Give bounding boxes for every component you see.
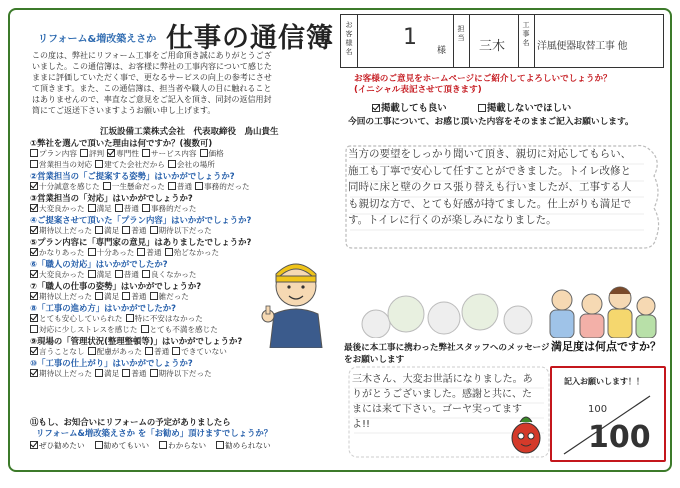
option-label: 期待以上だった [39, 292, 93, 301]
option-row [30, 369, 345, 379]
score-small: 100 [588, 404, 608, 415]
option[interactable] [30, 182, 100, 192]
checkbox-icon[interactable] [80, 149, 88, 157]
option[interactable] [30, 292, 92, 302]
checkbox-checked-icon[interactable] [30, 314, 38, 322]
record-header [340, 14, 664, 68]
question-text: ご提案させて頂いた「プラン内容」はいかがでしょうか? [37, 215, 252, 225]
option[interactable] [30, 160, 92, 170]
recommend-option[interactable] [216, 440, 271, 451]
option-label: とても安心していられた [39, 314, 123, 323]
question-title [30, 138, 345, 149]
option[interactable] [142, 149, 197, 159]
checkbox-icon[interactable] [95, 441, 103, 449]
consent-question [354, 74, 612, 96]
option[interactable] [107, 149, 139, 159]
signature: 江坂設備工業株式会社 代表取締役 鳥山貴生 [100, 127, 279, 137]
option-label: 価格 [208, 149, 224, 158]
checkbox-icon[interactable] [145, 347, 153, 355]
option[interactable] [95, 292, 119, 302]
option-label: 対応に少しストレスを感じた [39, 325, 138, 334]
option[interactable] [88, 204, 112, 214]
option-label: ぜひ勧めたい [39, 441, 85, 450]
option-label: 勧めてもいい [103, 441, 150, 450]
page-title: 仕事の通信簿 [166, 23, 334, 54]
option-label: 期待以下だった [158, 226, 212, 235]
checkbox-icon[interactable] [103, 182, 111, 190]
option[interactable] [168, 182, 192, 192]
option-label: 一生懸命だった [111, 182, 165, 191]
recommend-option[interactable] [30, 440, 85, 451]
option-label: 期待以上だった [39, 369, 93, 378]
option-label: 普通 [131, 369, 147, 378]
option[interactable] [150, 369, 212, 379]
checkbox-checked-icon[interactable] [30, 292, 38, 300]
family-illustration [346, 254, 666, 338]
checkbox-checked-icon[interactable] [30, 248, 38, 256]
question-number: ⑨ [30, 336, 38, 346]
checkbox-icon[interactable] [115, 204, 123, 212]
option[interactable] [30, 149, 77, 159]
question-title [30, 237, 345, 248]
option[interactable] [30, 248, 85, 258]
checkbox-icon[interactable] [168, 182, 176, 190]
option-label: 勧められない [225, 441, 271, 450]
option[interactable] [30, 204, 85, 214]
option-row [30, 182, 345, 192]
checkbox-icon[interactable] [141, 325, 149, 333]
checkbox-icon[interactable] [150, 292, 158, 300]
consent-line1: お客様のご意見をホームページにご紹介してよろしいでしょうか？ [354, 74, 612, 84]
checkbox-icon[interactable] [142, 149, 150, 157]
recommend-option[interactable] [159, 440, 206, 451]
satisfaction-title: 満足度は何点ですか？ [551, 340, 661, 353]
option-label: 普通 [176, 182, 193, 191]
checkbox-icon[interactable] [478, 104, 486, 112]
checkbox-checked-icon[interactable] [30, 270, 38, 278]
option-label: 事務的だった [204, 182, 250, 191]
option[interactable] [122, 292, 146, 302]
question-number: ⑥ [30, 259, 38, 269]
question-number: ④ [30, 215, 38, 225]
company-brand: リフォーム&増改築えさか [38, 34, 157, 45]
option[interactable] [145, 347, 169, 357]
option-label: 満足 [104, 369, 120, 378]
worker-illustration [260, 256, 332, 348]
option-label: 専門性 [116, 149, 139, 158]
checkbox-icon[interactable] [122, 226, 130, 234]
question-text: 弊社を選んで頂いた理由は何ですか？(複数可) [37, 138, 213, 148]
checkbox-checked-icon[interactable] [30, 347, 38, 355]
question-text: 「工事の仕上がり」はいかがでしょうか? [37, 358, 193, 368]
option[interactable] [172, 347, 227, 357]
checkbox-icon[interactable] [142, 270, 150, 278]
sama-label: 様 [437, 46, 447, 56]
option-label: 期待以下だった [158, 369, 212, 378]
option-row [30, 149, 345, 159]
option-label: 殆どなかった [173, 248, 220, 257]
checkbox-icon[interactable] [95, 160, 103, 168]
checkbox-icon[interactable] [122, 369, 130, 377]
option-label: 雑だった [158, 292, 189, 301]
intro-line: この度は、弊社にリフォーム工事をご用命頂き誠にありがとうござ [32, 51, 272, 60]
checkbox-icon[interactable] [88, 270, 96, 278]
question-number: ⑧ [30, 303, 38, 313]
checkbox-checked-icon[interactable] [372, 104, 380, 112]
option-label: 配慮があった [96, 347, 143, 356]
option-label: サービス内容 [150, 149, 197, 158]
question-title [30, 193, 345, 204]
option[interactable] [30, 347, 85, 357]
intro-line: 筒にてご返送下さいますようお願い申し上げます。 [32, 106, 216, 115]
option[interactable] [150, 226, 212, 236]
option-label: 大変良かった [39, 270, 85, 279]
checkbox-icon[interactable] [88, 204, 96, 212]
option[interactable] [115, 204, 139, 214]
checkbox-checked-icon[interactable] [30, 369, 38, 377]
option-label: できていない [181, 347, 227, 356]
staff-label: 担当 [457, 25, 465, 42]
checkbox-icon[interactable] [30, 149, 38, 157]
staff-message-prompt: 最後に本工事に携わった弊社スタッフへのメッセージをお願いします [344, 343, 550, 365]
checkbox-icon[interactable] [126, 314, 134, 322]
question-title [30, 358, 345, 369]
option-label: 言うことなし [39, 347, 85, 356]
option[interactable] [95, 226, 119, 236]
score-value: 100 [588, 420, 651, 455]
option[interactable] [30, 226, 92, 236]
option-label: 普通 [146, 248, 162, 257]
option-label: 期待以上だった [39, 226, 93, 235]
option[interactable] [30, 270, 85, 280]
question-text: 営業担当の「対応」はいかがでしょうか? [37, 193, 193, 203]
question-number: ① [30, 138, 38, 148]
mascot-icon [506, 410, 546, 456]
question-title [30, 215, 345, 226]
checkbox-icon[interactable] [172, 347, 180, 355]
option[interactable] [200, 149, 224, 159]
option-label: 評判 [88, 149, 105, 158]
survey-page [8, 8, 672, 472]
checkbox-checked-icon[interactable] [30, 441, 38, 449]
option-label: 営業担当の対応 [39, 160, 93, 169]
question-text: 営業担当の「ご提案する姿勢」はいかがでしょうか? [37, 171, 235, 181]
option-label: プラン内容 [39, 149, 77, 158]
option-label: とても不満を感じた [149, 325, 218, 334]
question-text: プラン内容に「専門家の意見」はありましたでしょうか? [37, 237, 252, 247]
customer-name-value[interactable]: 1 [403, 25, 417, 50]
option-label: 十分誠意を感じた [39, 182, 100, 191]
publish-options [372, 100, 599, 114]
option[interactable] [142, 270, 197, 280]
question-number: ⑩ [30, 358, 38, 368]
satisfaction-note: 記入お願いします！！ [564, 377, 644, 386]
option[interactable] [195, 182, 250, 192]
option-label: 普通 [123, 204, 139, 213]
checkbox-icon[interactable] [195, 182, 203, 190]
intro-text [32, 50, 332, 116]
checkbox-icon[interactable] [150, 369, 158, 377]
checkbox-icon[interactable] [95, 369, 103, 377]
staff-name-value[interactable]: 三木 [479, 39, 506, 54]
checkbox-checked-icon[interactable] [107, 149, 115, 157]
checkbox-icon[interactable] [30, 160, 38, 168]
option-label: 満足 [96, 270, 112, 279]
option[interactable] [30, 369, 92, 379]
option[interactable] [168, 160, 215, 170]
option-label: 普通 [131, 226, 147, 235]
question-text: 「職人の仕事の姿勢」はいかがでしょうか? [37, 281, 202, 291]
option-row [30, 347, 345, 357]
intro-line: て頂きます。また、この通信簿は、担当者や職人の目に触れること [32, 84, 272, 93]
option[interactable] [88, 347, 143, 357]
staff-message-area[interactable] [348, 366, 553, 458]
option-label: 普通 [154, 347, 170, 356]
intro-line: いました。この通信簿は、お客様に弊社の工事内容について感じた [32, 62, 272, 71]
option[interactable] [95, 160, 165, 170]
option-label: 普通 [123, 270, 139, 279]
checkbox-icon[interactable] [137, 248, 145, 256]
option[interactable] [103, 182, 165, 192]
option-label: 大変良かった [39, 204, 85, 213]
question-text: 「職人の対応」はいかがでしたか? [37, 259, 168, 269]
question-number: ⑦ [30, 281, 38, 291]
checkbox-icon[interactable] [168, 160, 176, 168]
question-text: 「工事の進め方」はいかがでしたか? [37, 303, 176, 313]
checkbox-icon[interactable] [200, 149, 208, 157]
option[interactable] [88, 248, 135, 258]
consent-line2: (イニシャル表記させて頂きます) [354, 85, 482, 95]
option-label: 普通 [131, 292, 147, 301]
option[interactable] [165, 248, 220, 258]
checkbox-icon[interactable] [30, 325, 38, 333]
publish-yes-option[interactable]: 掲載しても良い [372, 100, 447, 114]
question-11-line1: ⑪もし、お知合いにリフォームの予定がありましたら [30, 417, 231, 427]
option-label: 満足 [104, 226, 120, 235]
option-label: 建てた会社だから [104, 160, 165, 169]
option[interactable] [95, 369, 119, 379]
option[interactable] [141, 325, 218, 335]
checkbox-icon[interactable] [88, 248, 96, 256]
option-label: 特に不安はなかった [134, 314, 203, 323]
option-label: 満足 [104, 292, 120, 301]
question-text: 現場の「管理状況(整理整頓等)」はいかがでしょうか? [37, 336, 243, 346]
option-label: 事務的だった [150, 204, 197, 213]
checkbox-checked-icon[interactable] [30, 204, 38, 212]
option-label: 会社の場所 [176, 160, 215, 169]
option[interactable] [142, 204, 197, 214]
staff-message-text: 三木さん、大変お世話になりました。ありがとうございました。感謝と共に、たまには来て下さい。ゴーヤ実ってますよ!! [352, 374, 533, 430]
intro-line: ままに評価していただく事で、更なるサービスの向上の参考にさせ [32, 73, 272, 82]
option[interactable] [126, 314, 203, 324]
question-number: ⑤ [30, 237, 38, 247]
option-label: わからない [168, 441, 207, 450]
option-row [30, 160, 345, 170]
checkbox-icon[interactable] [95, 292, 103, 300]
checkbox-icon[interactable] [88, 347, 96, 355]
comment-text: 当方の要望をしっかり聞いて頂き、親切に対応してもらい、施工も丁寧で安心して任すことができました。トイレ改修と同時に床と壁のクロス張り替えも行いましたが、工事する人も親切な方で、とても好感が持てました。仕上がりも満足です。トイレに行くのが楽しみになりました。 [348, 148, 632, 227]
option-row [30, 204, 345, 214]
question-11-line2: リフォーム&増改築えさか を「お勧め」頂けますでしょうか？ [36, 428, 273, 438]
comment-area[interactable] [344, 142, 662, 254]
question-number: ③ [30, 193, 38, 203]
recommend-option[interactable] [95, 440, 150, 451]
option[interactable] [150, 292, 189, 302]
option-label: 十分あった [96, 248, 135, 257]
option-row [30, 226, 345, 236]
intro-line: はありませんので、率直なご意見をご記入を頂き、同封の返信用封 [32, 95, 272, 104]
checkbox-icon[interactable] [142, 204, 150, 212]
option-label: 良くなかった [150, 270, 197, 279]
option-label: かなりあった [39, 248, 85, 257]
option[interactable] [30, 325, 138, 335]
checkbox-icon[interactable] [216, 441, 224, 449]
checkbox-icon[interactable] [115, 270, 123, 278]
checkbox-checked-icon[interactable] [30, 226, 38, 234]
checkbox-icon[interactable] [122, 292, 130, 300]
option[interactable] [122, 226, 146, 236]
publish-no-option[interactable]: 掲載しないでほしい [478, 100, 571, 114]
work-label: 工事名 [522, 21, 530, 47]
checkbox-icon[interactable] [159, 441, 167, 449]
checkbox-checked-icon[interactable] [30, 182, 38, 190]
comment-prompt: 今回の工事について、お感じ頂いた内容をそのままご記入お願いします。 [348, 117, 634, 127]
work-name-value[interactable]: 洋風便器取替工事 他 [537, 41, 628, 52]
question-title [30, 171, 345, 182]
option[interactable] [137, 248, 161, 258]
option[interactable] [80, 149, 104, 159]
checkbox-icon[interactable] [165, 248, 173, 256]
question-11 [30, 417, 348, 439]
option[interactable] [115, 270, 139, 280]
question-number: ② [30, 171, 38, 181]
option[interactable] [88, 270, 112, 280]
checkbox-icon[interactable] [95, 226, 103, 234]
question-11-options [30, 440, 281, 451]
checkbox-icon[interactable] [150, 226, 158, 234]
option[interactable] [122, 369, 146, 379]
option-label: 満足 [96, 204, 112, 213]
option[interactable] [30, 314, 123, 324]
customer-label: お客様名 [345, 21, 353, 56]
